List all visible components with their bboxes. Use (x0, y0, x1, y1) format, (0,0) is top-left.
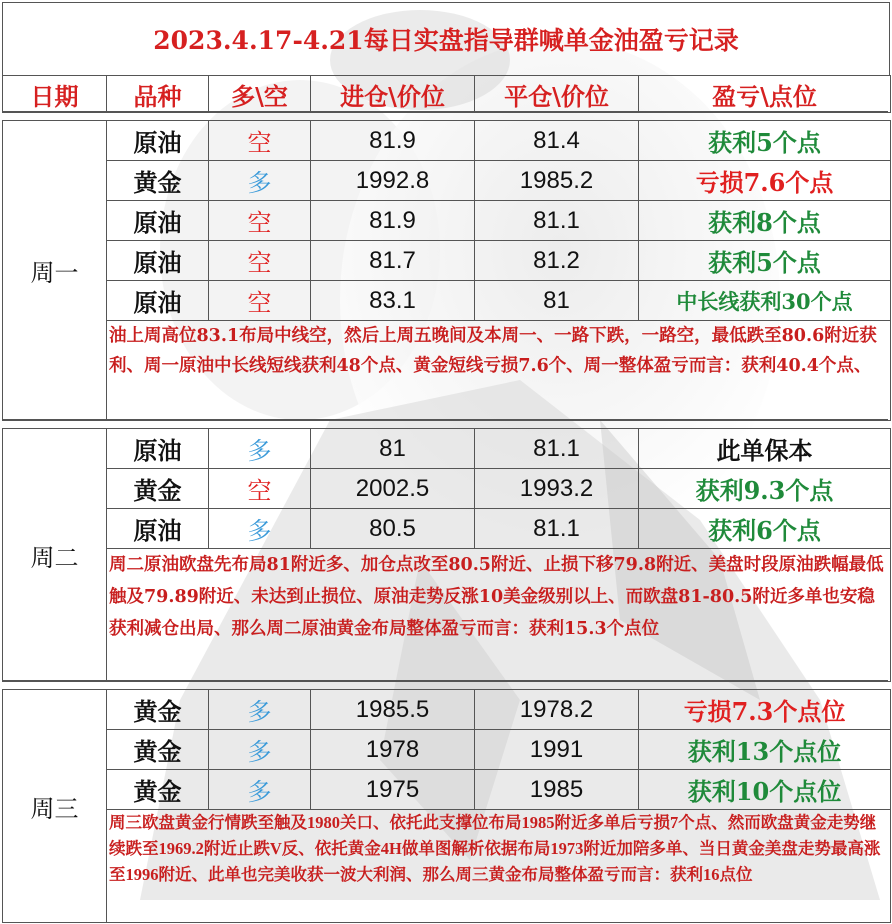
result-cell: 获利6个点 (639, 509, 891, 549)
table-row (3, 281, 891, 321)
entry-price-cell: 1975 (311, 770, 475, 810)
wednesday-table (2, 689, 891, 923)
direction-cell: 空 (209, 121, 311, 161)
result-cell: 中长线获利30个点 (639, 281, 891, 321)
direction-cell: 多 (209, 429, 311, 469)
header-product: 品种 (107, 76, 209, 113)
note-row (3, 321, 891, 421)
result-cell: 此单保本 (639, 429, 891, 469)
header-exit: 平仓\价位 (475, 76, 639, 113)
entry-price-cell: 1985.5 (311, 690, 475, 730)
direction-cell: 多 (209, 690, 311, 730)
result-cell: 亏损7.6个点 (639, 161, 891, 201)
day-label-tuesday: 周二 (3, 429, 107, 682)
entry-price-cell: 81.9 (311, 201, 475, 241)
entry-price-cell: 2002.5 (311, 469, 475, 509)
product-cell: 黄金 (107, 690, 209, 730)
table-row (3, 429, 891, 469)
direction-cell: 空 (209, 469, 311, 509)
exit-price-cell: 81.2 (475, 241, 639, 281)
day-summary-note: 油上周高位83.1布局中线空，然后上周五晚间及本周一、一路下跌，一路空，最低跌至80.6附近获利、周一原油中长线短线获利48个点、黄金短线亏损7.6个、周一整体盈亏而言：获利40.4个点、 (107, 321, 891, 421)
product-cell: 黄金 (107, 469, 209, 509)
exit-price-cell: 81 (475, 281, 639, 321)
day-label-monday: 周一 (3, 121, 107, 421)
exit-price-cell: 81.1 (475, 509, 639, 549)
table-row (3, 770, 891, 810)
product-cell: 原油 (107, 121, 209, 161)
direction-cell: 多 (209, 161, 311, 201)
exit-price-cell: 1991 (475, 730, 639, 770)
table-row (3, 161, 891, 201)
header-table (2, 75, 891, 113)
direction-cell: 空 (209, 241, 311, 281)
result-cell: 获利13个点位 (639, 730, 891, 770)
entry-price-cell: 83.1 (311, 281, 475, 321)
result-cell: 获利8个点 (639, 201, 891, 241)
day-label-wednesday: 周三 (3, 690, 107, 923)
header-row (3, 76, 891, 113)
tuesday-table (2, 428, 891, 682)
header-date: 日期 (3, 76, 107, 113)
product-cell: 原油 (107, 241, 209, 281)
result-cell: 获利10个点位 (639, 770, 891, 810)
exit-price-cell: 1993.2 (475, 469, 639, 509)
product-cell: 原油 (107, 429, 209, 469)
day-summary-note: 周二原油欧盘先布局81附近多、加仓点改至80.5附近、止损下移79.8附近、美盘时段原油跌幅最低触及79.89附近、未达到止损位、原油走势反涨10美金级别以上、而欧盘81-80.5附近多单也安稳获利减仓出局、那么周二原油黄金布局整体盈亏而言：获利15.3个点位 (107, 549, 891, 682)
result-cell: 获利5个点 (639, 241, 891, 281)
product-cell: 黄金 (107, 770, 209, 810)
product-cell: 原油 (107, 281, 209, 321)
table-row (3, 730, 891, 770)
direction-cell: 多 (209, 770, 311, 810)
table-row (3, 121, 891, 161)
note-row (3, 810, 891, 923)
direction-cell: 空 (209, 281, 311, 321)
note-row (3, 549, 891, 682)
result-cell: 获利5个点 (639, 121, 891, 161)
entry-price-cell: 80.5 (311, 509, 475, 549)
result-cell: 亏损7.3个点位 (639, 690, 891, 730)
exit-price-cell: 81.4 (475, 121, 639, 161)
table-row (3, 509, 891, 549)
exit-price-cell: 81.1 (475, 201, 639, 241)
entry-price-cell: 81.9 (311, 121, 475, 161)
product-cell: 原油 (107, 509, 209, 549)
result-cell: 获利9.3个点 (639, 469, 891, 509)
product-cell: 黄金 (107, 730, 209, 770)
table-row (3, 201, 891, 241)
page-title: 2023.4.17-4.21每日实盘指导群喊单金油盈亏记录 (2, 2, 890, 76)
exit-price-cell: 1985 (475, 770, 639, 810)
exit-price-cell: 1985.2 (475, 161, 639, 201)
product-cell: 黄金 (107, 161, 209, 201)
exit-price-cell: 81.1 (475, 429, 639, 469)
direction-cell: 空 (209, 201, 311, 241)
day-summary-note: 周三欧盘黄金行情跌至触及1980关口、依托此支撑位布局1985附近多单后亏损7个点、然而欧盘黄金走势继续跌至1969.2附近止跌V反、依托黄金4H做单图解析依据布局1973附近加陪多单、当日黄金美盘走势最高涨至1996附近、此单也完美收获一波大利润、那么周三黄金布局整体盈亏而言：获利16点位 (107, 810, 891, 923)
entry-price-cell: 1978 (311, 730, 475, 770)
table-row (3, 469, 891, 509)
table-row (3, 241, 891, 281)
direction-cell: 多 (209, 509, 311, 549)
direction-cell: 多 (209, 730, 311, 770)
product-cell: 原油 (107, 201, 209, 241)
exit-price-cell: 1978.2 (475, 690, 639, 730)
entry-price-cell: 81 (311, 429, 475, 469)
header-direction: 多\空 (209, 76, 311, 113)
header-entry: 进仓\价位 (311, 76, 475, 113)
monday-table (2, 120, 891, 421)
entry-price-cell: 1992.8 (311, 161, 475, 201)
entry-price-cell: 81.7 (311, 241, 475, 281)
table-row (3, 690, 891, 730)
header-result: 盈亏\点位 (639, 76, 891, 113)
